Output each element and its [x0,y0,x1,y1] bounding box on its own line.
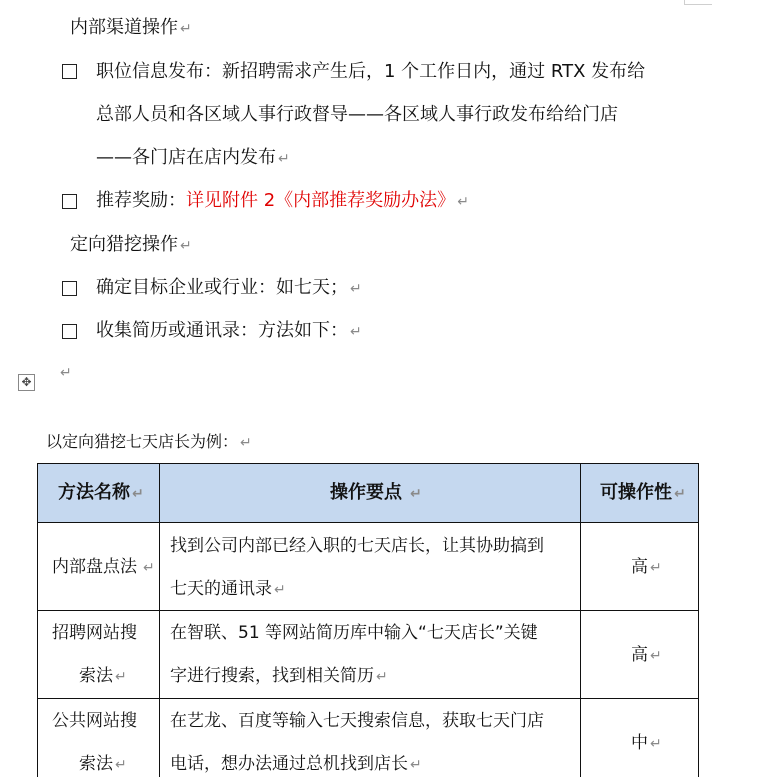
section-title-headhunting: 定向猎挖操作 ↵ [70,234,192,255]
table-intro-text: 以定向猎挖七天店长为例： ↵ [46,432,252,451]
item-job-posting-line2: 总部人员和各区域人事行政督导——各区域人事行政发布给给门店 [96,104,618,125]
row-key-point-line: 在智联、51 等网站简历库中输入“七天店长”关键 [170,623,538,643]
table-header-key-points: 操作要点 ↵ [330,482,422,503]
table-border [580,463,581,777]
row-key-point-line: 字进行搜索，找到相关简历 ↵ [170,666,388,686]
row-key-point-line: 七天的通讯录 ↵ [170,579,286,599]
table-border [698,463,699,777]
table-border [37,463,699,464]
bullet-checkbox [62,194,77,209]
row-feasibility: 中 ↵ [631,733,662,753]
item-target-industry: 确定目标企业或行业：如七天； ↵ [96,277,362,298]
table-header-method: 方法名称 ↵ [58,482,144,503]
bullet-checkbox [62,64,77,79]
page-corner-mark-vertical [684,0,685,4]
referral-attachment-link[interactable]: 详见附件 2《内部推荐奖励办法》 [186,190,456,211]
table-border [37,610,699,611]
row-method-name: 招聘网站搜 [52,623,137,643]
item-collect-resumes: 收集简历或通讯录：方法如下： ↵ [96,320,362,341]
table-border [37,463,38,777]
row-key-point-line: 电话，想办法通过总机找到店长 ↵ [170,754,422,774]
table-border [37,522,699,523]
item-job-posting-line3: ——各门店在店内发布 ↵ [96,147,290,168]
bullet-checkbox [62,281,77,296]
page-corner-mark [684,4,712,5]
table-header-feasibility: 可操作性 ↵ [600,482,686,503]
row-key-point-line: 找到公司内部已经入职的七天店长，让其协助搞到 [170,536,544,556]
row-feasibility: 高 ↵ [631,557,662,577]
table-border [159,463,160,777]
item-referral-reward: 推荐奖励：详见附件 2《内部推荐奖励办法》 ↵ [96,190,469,211]
item-job-posting-line1: 职位信息发布：新招聘需求产生后，1 个工作日内，通过 RTX 发布给 [96,61,646,82]
row-method-name-cont: 索法 ↵ [79,666,127,686]
table-move-handle-icon[interactable]: ✥ [18,374,35,391]
bullet-checkbox [62,324,77,339]
row-key-point-line: 在艺龙、百度等输入七天搜索信息，获取七天门店 [170,711,544,731]
table-border [37,698,699,699]
row-method-name-cont: 索法 ↵ [79,754,127,774]
empty-paragraph-mark: ↵ [60,365,72,381]
row-method-name: 公共网站搜 [52,711,137,731]
row-method-name: 内部盘点法 ↵ [52,557,155,577]
row-feasibility: 高 ↵ [631,645,662,665]
section-title-internal: 内部渠道操作 ↵ [70,17,192,38]
